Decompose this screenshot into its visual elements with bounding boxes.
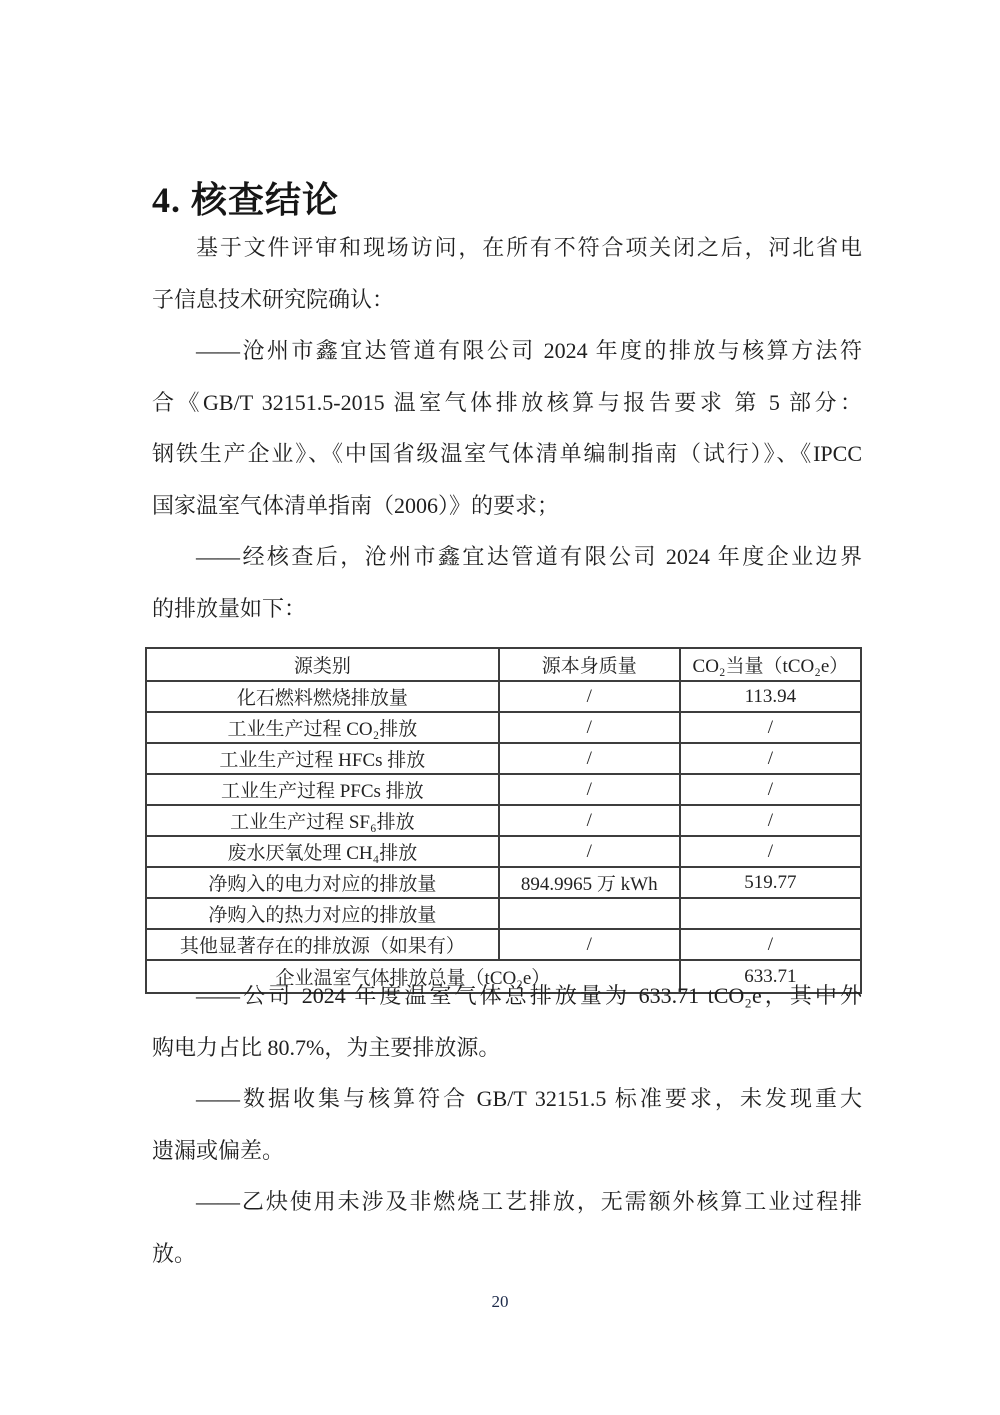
intro-text-block <box>152 222 862 634</box>
table-row <box>146 805 861 836</box>
page-number: 20 <box>491 1292 509 1311</box>
table-cell: / <box>680 836 861 867</box>
table-cell: 113.94 <box>680 681 861 712</box>
table-cell: / <box>499 774 680 805</box>
table-cell: / <box>499 743 680 774</box>
text-line: 钢铁生产企业》、《中国省级温室气体清单编制指南（试行）》、《IPCC <box>152 441 862 466</box>
table-row <box>146 712 861 743</box>
table-cell <box>680 898 861 929</box>
table-cell <box>499 898 680 929</box>
table-cell: 工业生产过程 PFCs 排放 <box>146 774 499 805</box>
table-cell: 工业生产过程 CO₂排放 <box>146 712 499 743</box>
text-line: 放。 <box>152 1240 197 1266</box>
table-cell: 519.77 <box>680 867 861 898</box>
text-line: 购电力占比 80.7%，为主要排放源。 <box>152 1034 501 1060</box>
text-line: ——公司 2024 年度温室气体总排放量为 633.71 tCO₂e，其中外 <box>196 983 862 1008</box>
table-cell: / <box>680 805 861 836</box>
table-row <box>146 681 861 712</box>
conclusion-text-block <box>152 970 862 1279</box>
text-line: ——乙炔使用未涉及非燃烧工艺排放，无需额外核算工业过程排 <box>196 1189 862 1214</box>
text-line: ——沧州市鑫宜达管道有限公司 2024 年度的排放与核算方法符 <box>196 338 862 363</box>
table-row <box>146 774 861 805</box>
table-row <box>146 743 861 774</box>
header-source-mass: 源本身质量 <box>499 648 680 681</box>
table-cell: / <box>499 836 680 867</box>
text-line: 子信息技术研究院确认： <box>152 286 395 312</box>
table-cell: / <box>680 743 861 774</box>
table-cell: 工业生产过程 SF₆排放 <box>146 805 499 836</box>
table-row <box>146 898 861 929</box>
header-source-category: 源类别 <box>146 648 499 681</box>
table-cell: / <box>499 712 680 743</box>
text-line: 的排放量如下： <box>152 595 307 621</box>
text-line: ——经核查后，沧州市鑫宜达管道有限公司 2024 年度企业边界 <box>196 544 862 569</box>
table-cell: 其他显著存在的排放源（如果有） <box>146 929 499 960</box>
table-row <box>146 929 861 960</box>
table-row <box>146 836 861 867</box>
table-cell: / <box>680 774 861 805</box>
table-cell: 净购入的电力对应的排放量 <box>146 867 499 898</box>
total-value: 633.71 <box>680 960 861 993</box>
table-cell: 废水厌氧处理 CH₄排放 <box>146 836 499 867</box>
table-cell: 894.9965 万 kWh <box>499 867 680 898</box>
table-header-row <box>146 648 861 681</box>
table-cell: 工业生产过程 HFCs 排放 <box>146 743 499 774</box>
header-co2-equivalent: CO₂当量（tCO₂e） <box>680 648 861 681</box>
table-cell: / <box>499 929 680 960</box>
section-title: 4. 核查结论 <box>152 180 340 220</box>
table-cell: 净购入的热力对应的排放量 <box>146 898 499 929</box>
text-line: 遗漏或偏差。 <box>152 1137 285 1163</box>
table-row <box>146 867 861 898</box>
text-line: ——数据收集与核算符合 GB/T 32151.5 标准要求，未发现重大 <box>196 1086 862 1111</box>
text-line: 基于文件评审和现场访问，在所有不符合项关闭之后，河北省电 <box>196 235 862 260</box>
text-line: 合《GB/T 32151.5-2015 温室气体排放核算与报告要求 第 5 部分： <box>152 389 862 415</box>
table-cell: / <box>680 712 861 743</box>
total-label: 企业温室气体排放总量（tCO₂e） <box>146 960 680 993</box>
emissions-table <box>145 647 862 994</box>
table-cell: / <box>499 805 680 836</box>
table-cell: 化石燃料燃烧排放量 <box>146 681 499 712</box>
table-cell: / <box>680 929 861 960</box>
table-cell: / <box>499 681 680 712</box>
text-line: 国家温室气体清单指南（2006）》的要求； <box>152 492 560 518</box>
